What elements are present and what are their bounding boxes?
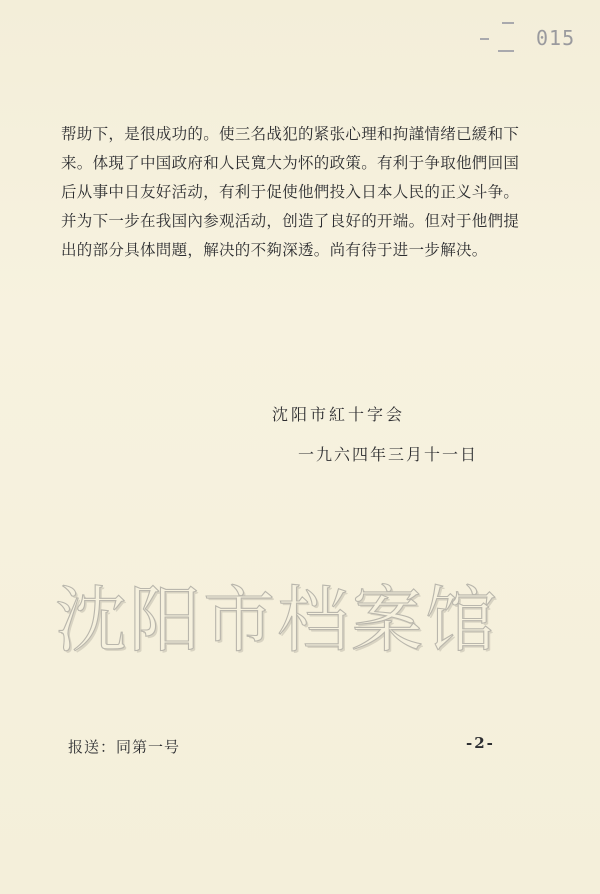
signature-organization: 沈阳市紅十字会 bbox=[272, 405, 406, 424]
archive-watermark: 沈阳市档案馆 bbox=[55, 578, 500, 662]
body-line: 出的部分具体問題，解决的不夠深透。尚有待于进一步解决。 bbox=[61, 241, 488, 259]
archive-page-number: 015 bbox=[536, 26, 576, 50]
page-marker: -2- bbox=[466, 734, 495, 752]
body-line: 来。体現了中国政府和人民寬大为怀的政策。有利于争取他們回国 bbox=[61, 154, 520, 172]
body-line: 后从事中日友好活动，有利于促使他們投入日本人民的正义斗争。 bbox=[61, 183, 520, 201]
distribution-note: 报送：同第一号 bbox=[68, 738, 181, 756]
body-line: 并为下一步在我国內参观活动，创造了良好的开端。但对于他們提 bbox=[61, 212, 520, 230]
body-paragraph bbox=[61, 120, 541, 265]
signature-date: 一九六四年三月十一日 bbox=[298, 445, 479, 464]
body-line: 帮助下，是很成功的。使三名战犯的紧张心理和拘謹情绪已緩和下 bbox=[61, 125, 520, 143]
